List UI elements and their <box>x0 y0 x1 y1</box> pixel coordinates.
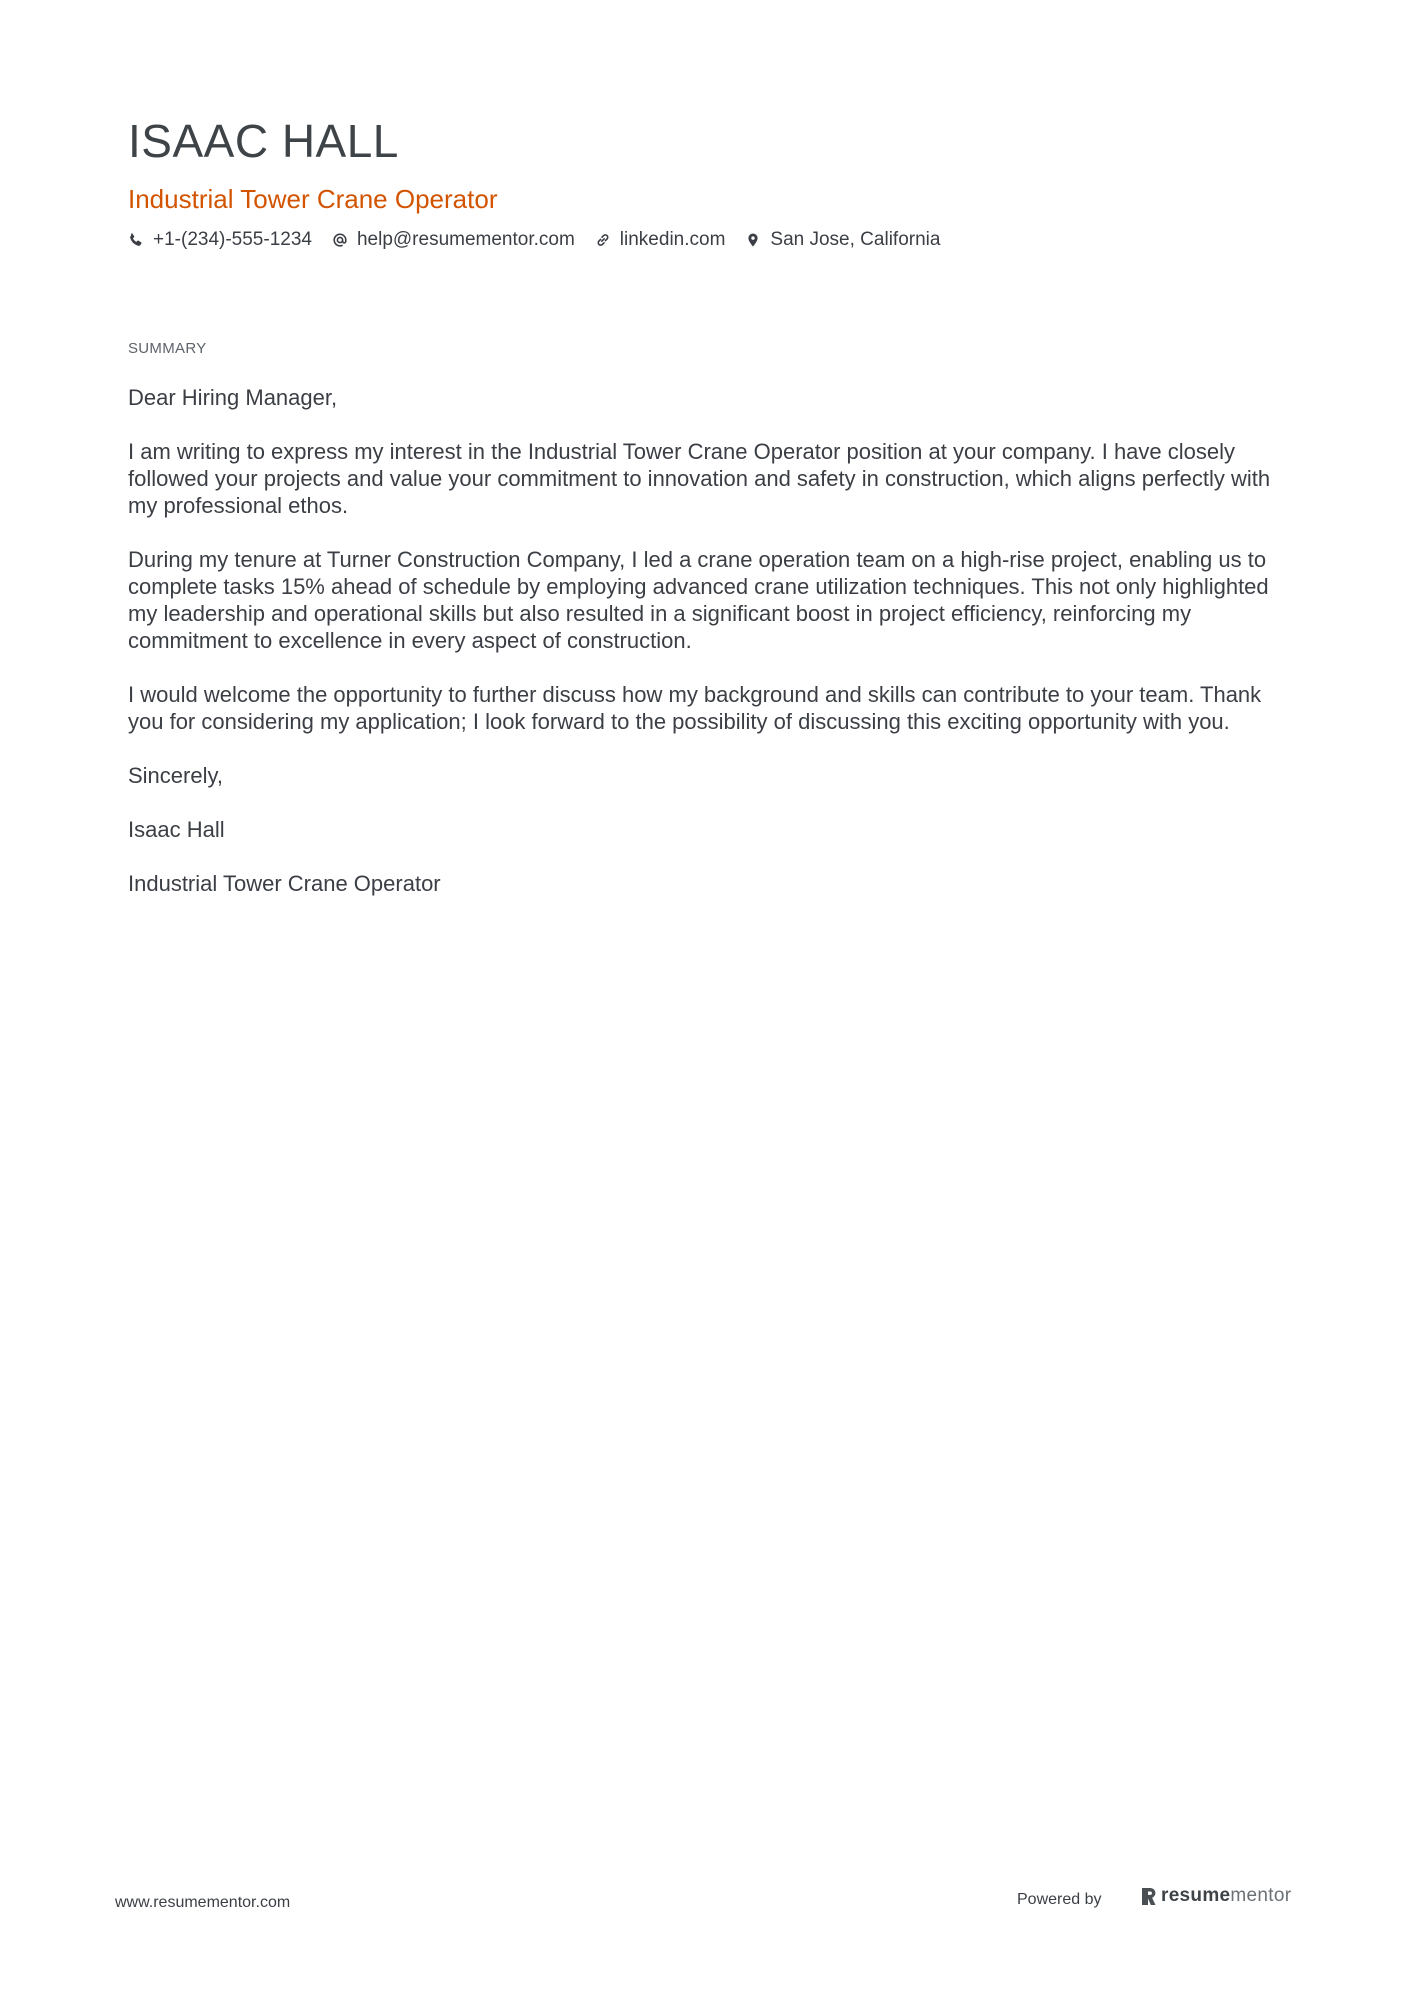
contact-location <box>745 228 940 252</box>
phone-icon <box>128 232 144 248</box>
summary-heading: SUMMARY <box>128 340 207 357</box>
salutation: Dear Hiring Manager, <box>128 385 338 410</box>
contact-email[interactable] <box>332 228 575 252</box>
link-icon <box>595 232 611 248</box>
location-pin-icon <box>745 232 761 248</box>
contact-phone-text: +1-(234)-555-1234 <box>153 229 312 250</box>
footer-website-link[interactable]: www.resumementor.com <box>115 1894 291 1911</box>
powered-by-label: Powered by <box>1017 1891 1102 1908</box>
signature-name: Isaac Hall <box>128 817 225 842</box>
letter-paragraph: I am writing to express my interest in the Industrial Tower Crane Operator position at your company. I have closely followed your projects and value your commitment to innovation and safety in construction, which aligns perfectly with my professional ethos. <box>128 439 1271 518</box>
job-title: Industrial Tower Crane Operator <box>128 184 498 214</box>
contact-email-text: help@resumementor.com <box>356 229 575 250</box>
contact-linkedin-text: linkedin.com <box>619 229 726 250</box>
resumementor-logo-icon <box>1141 1886 1157 1906</box>
brand-wordmark <box>1161 1884 1291 1908</box>
contact-location-text: San Jose, California <box>770 229 941 250</box>
contact-linkedin[interactable] <box>595 228 726 252</box>
letter-paragraph: During my tenure at Turner Construction Company, I led a crane operation team on a high-rise project, enabling us to complete tasks 15% ahead of schedule by employing advanced crane utilization techniques. This not only highlighted my leadership and operational skills but also resulted in a significant boost in project efficiency, reinforcing my commitment to excellence in every aspect of construction. <box>128 547 1269 653</box>
candidate-name: ISAAC HALL <box>128 115 399 167</box>
at-icon <box>332 232 348 248</box>
brand-logo[interactable] <box>1141 1884 1291 1908</box>
closing: Sincerely, <box>128 763 223 788</box>
brand-wordmark-part2: mentor <box>1230 1885 1292 1906</box>
letter-paragraph: I would welcome the opportunity to further discuss how my background and skills can contribute to your team. Thank you for considering my application; I look forward to the possibility of discussing this exciting opportunity with you. <box>128 682 1262 734</box>
contact-bar <box>128 228 960 252</box>
brand-wordmark-part1: resume <box>1161 1885 1231 1906</box>
contact-phone <box>128 228 312 252</box>
signature-title: Industrial Tower Crane Operator <box>128 871 441 896</box>
letter-body <box>128 384 1288 924</box>
